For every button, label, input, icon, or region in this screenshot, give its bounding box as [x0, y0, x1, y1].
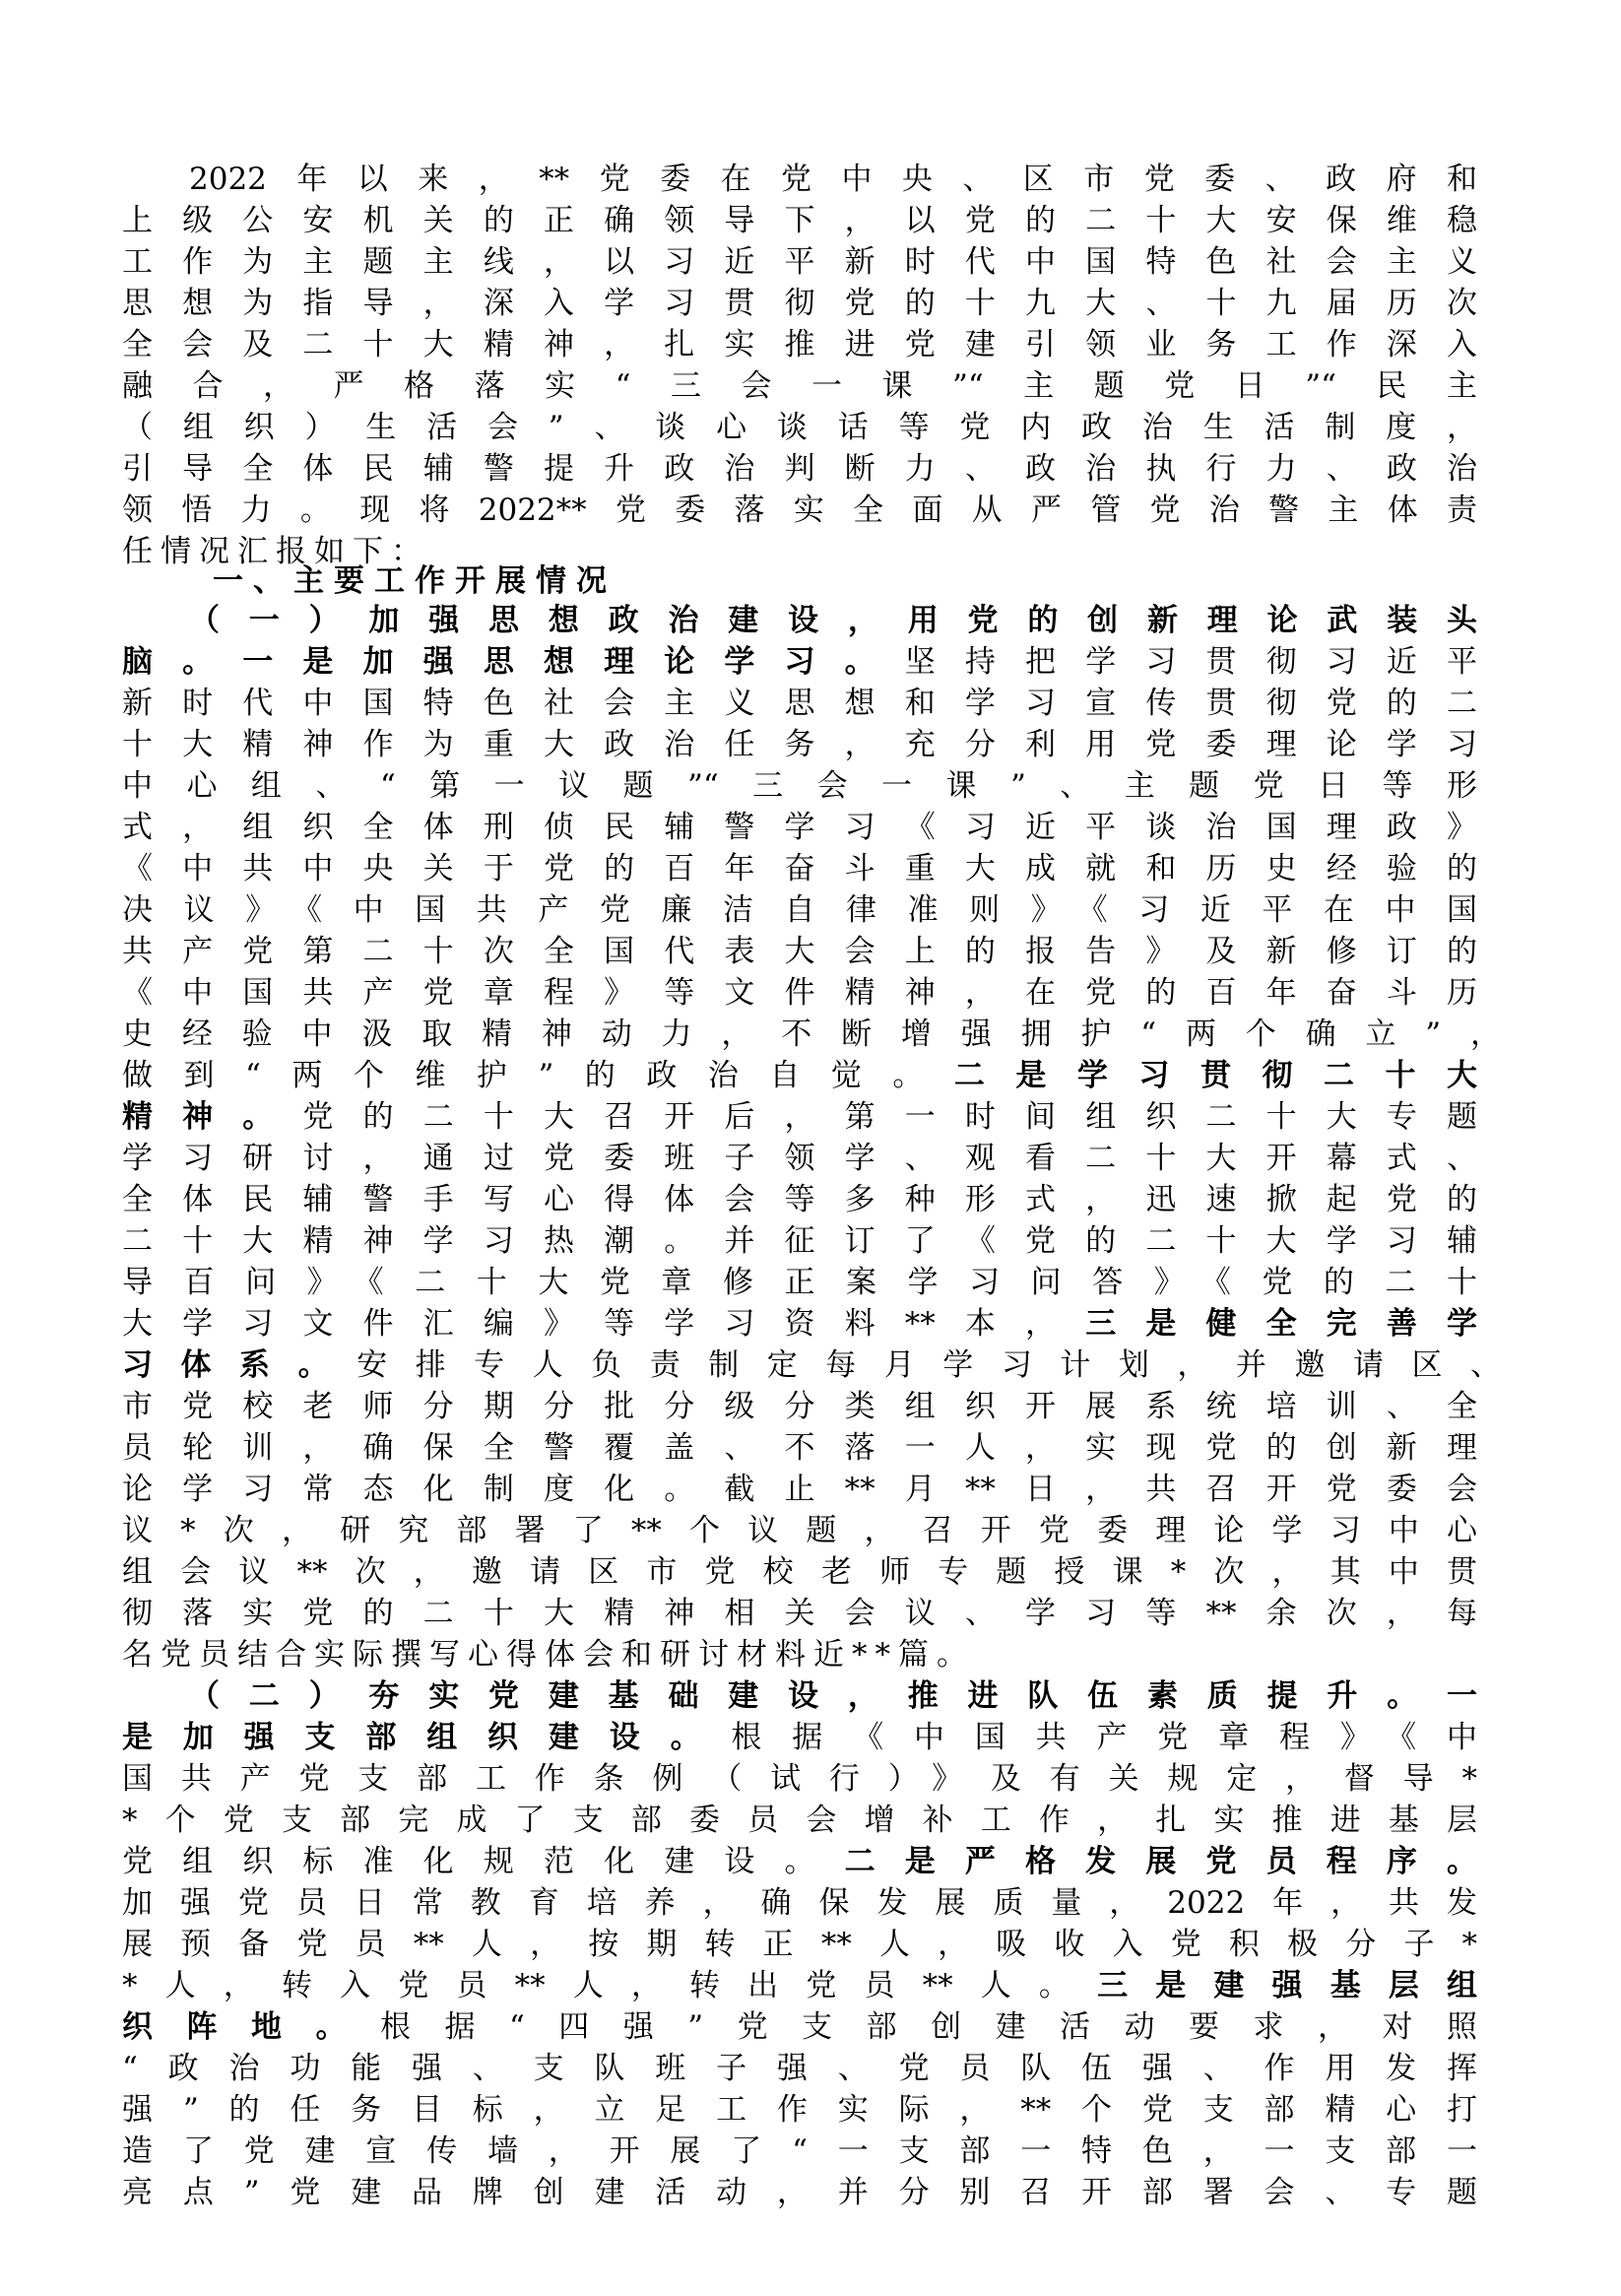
body-text: *人，转入党员**人，转出党员**人。: [122, 1968, 1098, 2003]
paragraph-line: 议*次，研究部署了**个议题，召开党委理论学习中心: [122, 1513, 1477, 1548]
paragraph-line: 学习研讨，通过党委班子领学、观看二十大开幕式、: [122, 1141, 1477, 1176]
body-text: 大学习文件汇编》等学习资料**本，: [122, 1306, 1086, 1342]
subsection-title-tail: 脑。: [122, 644, 243, 680]
paragraph-line: [122, 1842, 1477, 1881]
item-title: 二是学习贯彻二十大: [953, 1058, 1477, 1093]
paragraph-line: 全体民辅警手写心得体会等多种形式，迅速掀起党的: [122, 1182, 1477, 1217]
paragraph-line: 国共产党支部工作条例（试行）》及有关规定，督导*: [122, 1761, 1477, 1797]
paragraph-line: [189, 1676, 1477, 1716]
body-text: 根据“四强”党支部创建活动要求，对照: [379, 2009, 1477, 2045]
paragraph-line: 组会议**次，邀请区市党校老师专题授课*次，其中贯: [122, 1554, 1477, 1590]
paragraph-line: 彻落实党的二十大精神相关会议、学习等**余次，每: [122, 1596, 1477, 1631]
subsection-title: （二）夯实党建基础建设，推进队伍素质提升。: [189, 1678, 1447, 1714]
body-text: 根据《中国共产党章程》《中: [731, 1720, 1478, 1755]
paragraph-line: 共产党第二十次全国代表大会上的报告》及新修订的: [122, 934, 1477, 969]
paragraph-line: *个党支部完成了支部委员会增补工作，扎实推进基层: [122, 1803, 1477, 1838]
paragraph-line: 十大精神作为重大政治任务，充分利用党委理论学习: [122, 727, 1477, 762]
paragraph-line: [122, 2007, 1477, 2047]
paragraph-line: 上级公安机关的正确领导下，以党的二十大安保维稳: [122, 203, 1477, 238]
paragraph-line: [122, 642, 1477, 682]
body-text: 做到“两个维护”的政治自觉。: [122, 1058, 954, 1093]
paragraph-line: “政治功能强、支队班子强、党员队伍强、作用发挥: [122, 2051, 1477, 2086]
body-text: 安排专人负责制定每月学习计划，并邀请区、: [357, 1347, 1502, 1383]
paragraph-line: 2022年以来，**党委在党中央、区市党委、政府和: [189, 162, 1477, 197]
paragraph-line: 二十大精神学习热潮。并征订了《党的二十大学习辅: [122, 1223, 1477, 1259]
paragraph-line: 史经验中汲取精神动力，不断增强拥护“两个确立”，: [122, 1017, 1501, 1052]
paragraph-line: [122, 1304, 1477, 1344]
paragraph-line: 《中国共产党章程》等文件精神，在党的百年奋斗历: [122, 975, 1477, 1011]
paragraph-line: 员轮训，确保全警覆盖、不落一人，实现党的创新理: [122, 1430, 1477, 1466]
paragraph-line: 引导全体民辅警提升政治判断力、政治执行力、政治: [122, 451, 1477, 487]
paragraph-line: 新时代中国特色社会主义思想和学习宣传贯彻党的二: [122, 686, 1477, 721]
paragraph-line: 造了党建宣传墙，开展了“一支部一特色，一支部一: [122, 2133, 1477, 2169]
paragraph-line: 加强党员日常教育培养，确保发展质量，2022年，共发: [122, 1885, 1477, 1921]
item-title: 习体系。: [122, 1347, 357, 1383]
paragraph-line: 任情况汇报如下：: [122, 534, 429, 569]
paragraph-line: （组织）生活会”、谈心谈话等党内政治生活制度，: [122, 410, 1477, 445]
paragraph-line: [122, 1966, 1477, 2005]
paragraph-line: 《中共中央关于党的百年奋斗重大成就和历史经验的: [122, 851, 1477, 886]
paragraph-line: 论学习常态化制度化。截止**月**日，共召开党委会: [122, 1472, 1477, 1507]
item-title: 织阵地。: [122, 2009, 380, 2045]
paragraph-line: 工作为主题主线，以习近平新时代中国特色社会主义: [122, 244, 1477, 280]
subsection-title: （一）加强思想政治建设，用党的创新理论武装头: [189, 603, 1477, 638]
paragraph-line: [122, 1345, 1501, 1385]
paragraph-line: 全会及二十大精神，扎实推进党建引领业务工作深入: [122, 327, 1477, 362]
paragraph-line: 中心组、“第一议题”“三会一课”、主题党日等形: [122, 768, 1477, 804]
section-heading: 一、主要工作开展情况: [213, 563, 616, 599]
body-text: 党的二十大召开后，第一时间组织二十大专题: [302, 1099, 1478, 1135]
paragraph-line: [122, 1056, 1477, 1095]
paragraph-line: [122, 1718, 1477, 1757]
paragraph-line: 导百问》《二十大党章修正案学习问答》《党的二十: [122, 1265, 1477, 1300]
paragraph-line: 融合，严格落实“三会一课”“主题党日”“民主: [122, 368, 1477, 404]
paragraph-line: 名党员结合实际撰写心得体会和研讨材料近**篇。: [122, 1637, 975, 1673]
paragraph-line: 式，组织全体刑侦民辅警学习《习近平谈治国理政》: [122, 810, 1477, 845]
item-title: 三是建强基层组: [1097, 1968, 1478, 2003]
item-title: 是加强支部组织建设。: [122, 1720, 732, 1755]
paragraph-line: [122, 1097, 1477, 1137]
body-text: 坚持把学习贯彻习近平: [904, 644, 1478, 680]
body-text: 党组织标准化规范化建设。: [122, 1844, 845, 1879]
item-title: 二是严格发展党员程序。: [844, 1844, 1478, 1879]
item-title: 一是加强思想理论学习。: [242, 644, 905, 680]
paragraph-line: 亮点”党建品牌创建活动，并分别召开部署会、专题: [122, 2175, 1477, 2210]
paragraph-line: 市党校老师分期分批分级分类组织开展系统培训、全: [122, 1389, 1477, 1424]
paragraph-line: 领悟力。现将2022**党委落实全面从严管党治警主体责: [122, 492, 1477, 528]
paragraph-line: 强”的任务目标，立足工作实际，**个党支部精心打: [122, 2092, 1477, 2128]
paragraph-line: 决议》《中国共产党廉洁自律准则》《习近平在中国: [122, 892, 1477, 928]
paragraph-line: 展预备党员**人，按期转正**人，吸收入党积极分子*: [122, 1927, 1477, 1962]
item-title: 三是健全完善学: [1085, 1306, 1478, 1342]
item-title: 精神。: [122, 1099, 303, 1135]
item-title: 一: [1447, 1678, 1477, 1714]
paragraph-line: 思想为指导，深入学习贯彻党的十九大、十九届历次: [122, 286, 1477, 321]
